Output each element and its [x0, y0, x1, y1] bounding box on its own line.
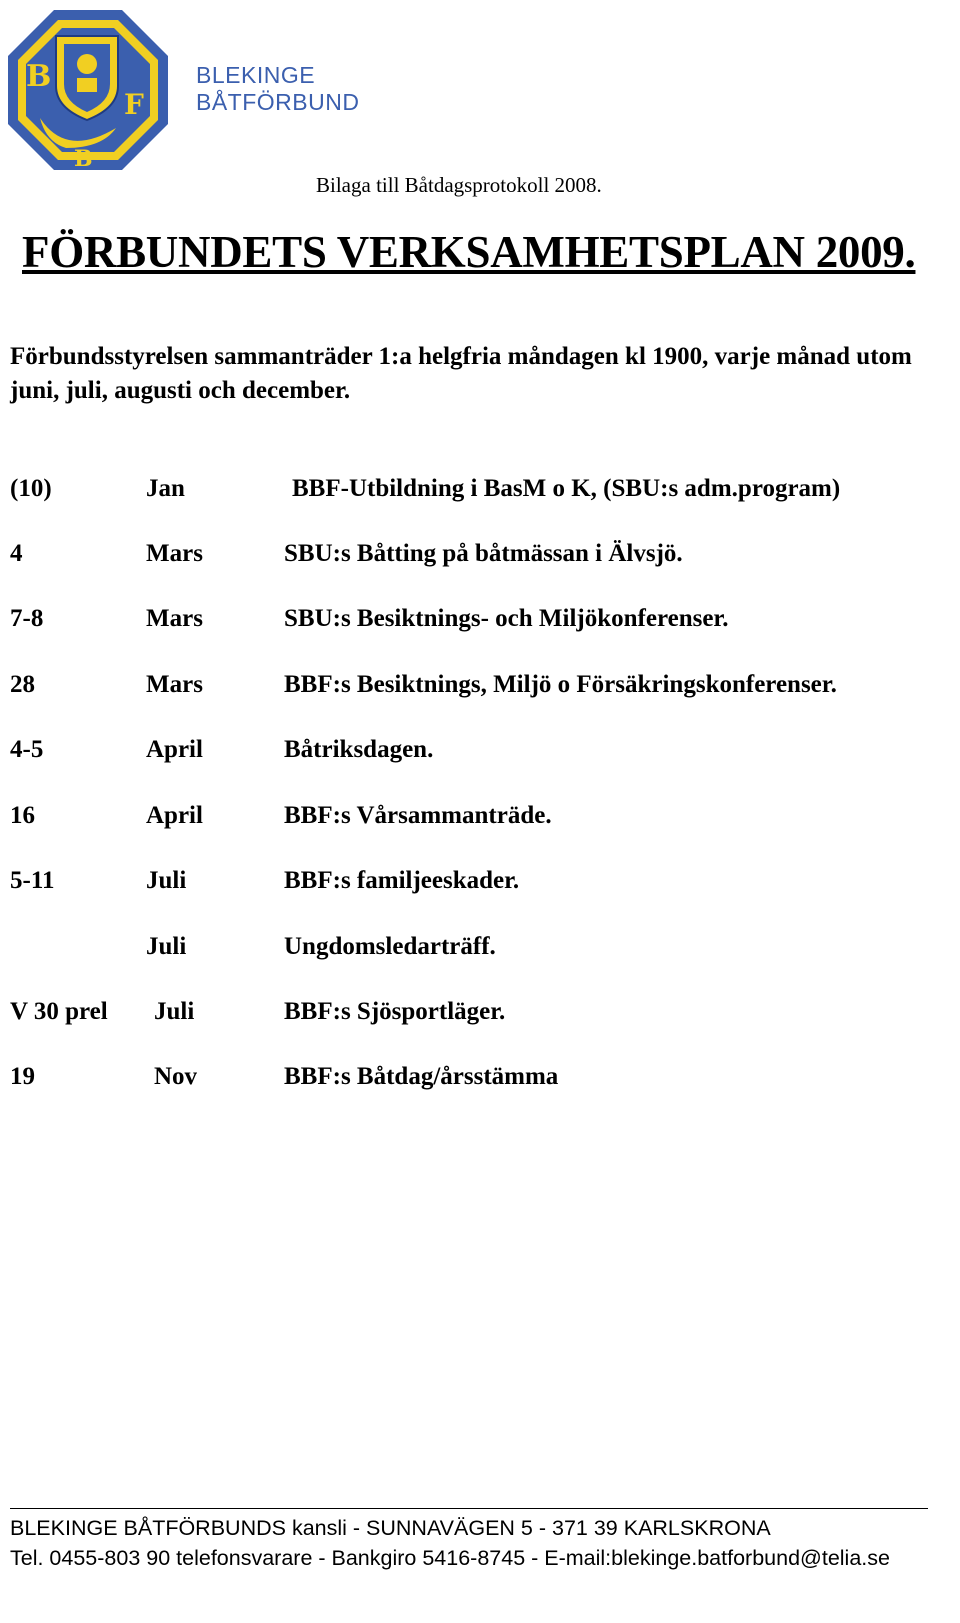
- schedule-date: 28: [10, 671, 35, 698]
- footer-contact: Tel. 0455-803 90 telefonsvarare - Bankgiro 5416-8745 - E-mail:blekinge.batforbund@telia.se: [10, 1546, 890, 1570]
- intro-paragraph: Förbundsstyrelsen sammanträder 1:a helgfria måndagen kl 1900, varje månad utom juni, juli, augusti och december.: [10, 343, 912, 404]
- page-title: FÖRBUNDETS VERKSAMHETSPLAN 2009.: [22, 227, 916, 277]
- organization-name: [196, 62, 359, 116]
- footer-divider: [10, 1508, 928, 1509]
- schedule-date: V 30 prel: [10, 998, 108, 1025]
- svg-text:F: F: [124, 88, 144, 121]
- schedule-month: Nov: [154, 1063, 198, 1090]
- schedule-event: Ungdomsledarträff.: [284, 933, 496, 960]
- svg-text:B: B: [74, 146, 93, 172]
- schedule-event: BBF:s Besiktnings, Miljö o Försäkringskonferenser.: [284, 671, 837, 698]
- schedule-month: April: [146, 736, 203, 763]
- schedule-date: 19: [10, 1063, 35, 1090]
- blekinge-batforbund-logo-icon: [6, 8, 170, 172]
- org-name-line1: BLEKINGE: [196, 62, 316, 88]
- schedule-event: BBF:s Båtdag/årsstämma: [284, 1063, 559, 1090]
- schedule-month: Mars: [146, 605, 203, 632]
- footer-address: BLEKINGE BÅTFÖRBUNDS kansli - SUNNAVÄGEN 5 - 371 39 KARLSKRONA: [10, 1516, 771, 1540]
- schedule-month: April: [146, 802, 203, 829]
- schedule-event: SBU:s Båtting på båtmässan i Älvsjö.: [284, 540, 683, 567]
- schedule-date: (10): [10, 475, 52, 502]
- schedule-event: BBF:s Vårsammanträde.: [284, 802, 552, 829]
- schedule-event: BBF:s familjeeskader.: [284, 867, 520, 894]
- schedule-date: 4: [10, 540, 23, 567]
- schedule-date: 4-5: [10, 736, 44, 763]
- document-subtitle: Bilaga till Båtdagsprotokoll 2008.: [316, 173, 602, 197]
- svg-text:B: B: [26, 59, 52, 94]
- schedule-month: Juli: [154, 998, 195, 1025]
- schedule-event: SBU:s Besiktnings- och Miljökonferenser.: [284, 605, 729, 632]
- schedule-date: 5-11: [10, 867, 55, 894]
- schedule-event: Båtriksdagen.: [284, 736, 434, 763]
- schedule-event: BBF-Utbildning i BasM o K, (SBU:s adm.program): [292, 475, 841, 502]
- schedule-month: Mars: [146, 540, 203, 567]
- schedule-month: Mars: [146, 671, 203, 698]
- schedule-date: 16: [10, 802, 35, 829]
- schedule-date: 7-8: [10, 605, 44, 632]
- schedule-month: Jan: [146, 475, 185, 502]
- org-name-line2: BÅTFÖRBUND: [196, 89, 360, 115]
- schedule-month: Juli: [146, 933, 187, 960]
- footer: [10, 1513, 890, 1573]
- schedule-month: Juli: [146, 867, 187, 894]
- schedule-event: BBF:s Sjösportläger.: [284, 998, 506, 1025]
